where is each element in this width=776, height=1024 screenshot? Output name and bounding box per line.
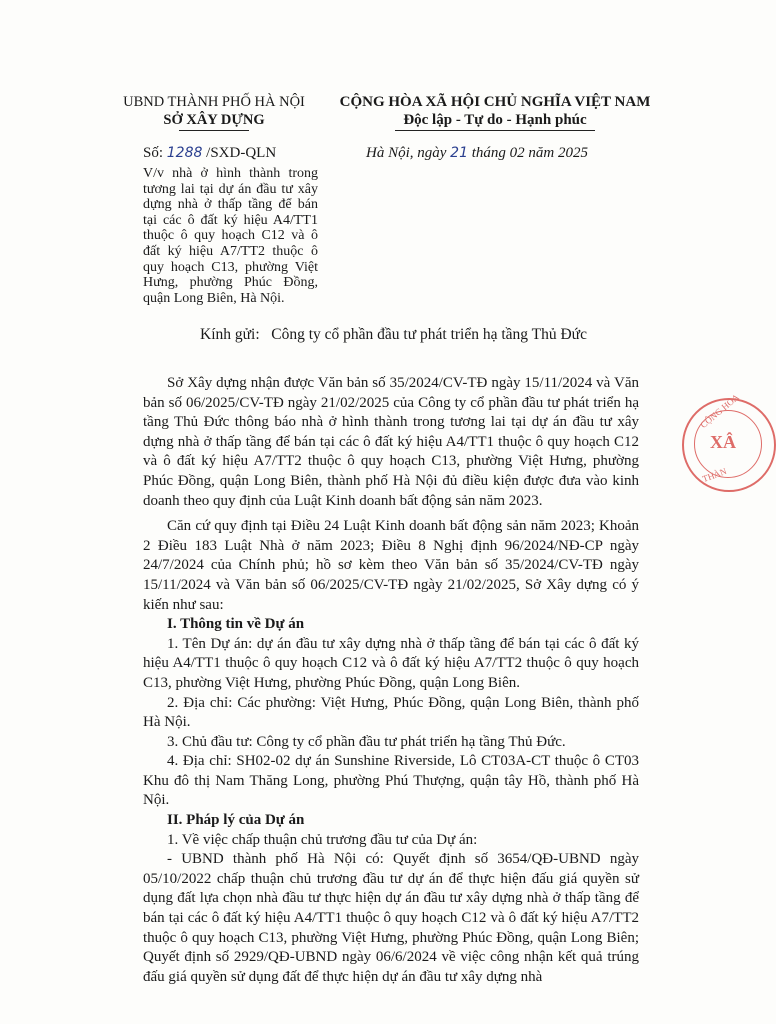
recipient-label: Kính gửi:	[200, 326, 260, 343]
motto-underline	[395, 130, 595, 131]
recipient-line	[200, 326, 587, 344]
stamp-arc-bottom: THÀN	[701, 466, 728, 484]
item-investment-approval: 1. Về việc chấp thuận chủ trương đầu tư của Dự án:	[167, 831, 478, 848]
national-header	[330, 93, 660, 131]
item-project-name: 1. Tên Dự án: dự án đầu tư xây dựng nhà ở thấp tầng để bán tại các ô đất ký hiệu A4/TT1 thuộc ô quy hoạch C12 và ô đất ký hiệu A7/TT2 thuộc ô quy hoạch C13, phường Việt Hưng, phường Phúc Đồng, quận Long Biên.	[143, 635, 639, 691]
body-text	[143, 374, 639, 987]
document-subject: V/v nhà ở hình thành trong tương lai tại dự án đầu tư xây dựng nhà ở thấp tầng để bán tại các ô đất ký hiệu A4/TT1 thuộc ô quy hoạch C12 và ô đất ký hiệu A7/TT2 thuộc ô quy hoạch C13, phường Việt Hưng, phường Phúc Đồng, quận Long Biên, Hà Nội.	[143, 166, 318, 306]
national-motto: Độc lập - Tự do - Hạnh phúc	[403, 112, 587, 128]
issuer-parent: UBND THÀNH PHỐ HÀ NỘI	[123, 94, 305, 110]
paragraph-intro: Sở Xây dựng nhận được Văn bản số 35/2024/CV-TĐ ngày 15/11/2024 và Văn bản số 06/2025/CV-TĐ ngày 21/02/2025 của Công ty cổ phần đầu tư phát triển hạ tầng Thủ Đức thông báo nhà ở hình thành trong tương lai tại dự án đầu tư xây dựng nhà ở thấp tầng để bán tại các ô đất ký hiệu A4/TT1 thuộc ô quy hoạch C12 và ô đất ký hiệu A7/TT2 thuộc ô quy hoạch C13, phường Việt Hưng, phường Phúc Đồng, quận Long Biên, thành phố Hà Nội đủ điều kiện được đưa vào kinh doanh theo quy định của Luật Kinh doanh bất động sản năm 2023.	[143, 375, 639, 509]
issuer-name: SỞ XÂY DỰNG	[163, 112, 265, 128]
doc-number-suffix: /SXD-QLN	[206, 145, 277, 161]
date-suffix: tháng 02 năm 2025	[471, 145, 588, 161]
item-approval-detail: - UBND thành phố Hà Nội có: Quyết định số 3654/QĐ-UBND ngày 05/10/2022 chấp thuận chủ trương đầu tư dự án để thực hiện đấu giá quyền sử dụng đất lựa chọn nhà đầu tư thực hiện dự án đầu tư xây dựng nhà ở thấp tầng để bán tại các ô đất ký hiệu A4/TT1 thuộc ô quy hoạch C12 và ô đất ký hiệu A7/TT2 thuộc ô quy hoạch C13, phường Việt Hưng, phường Phúc Đồng, quận Long Biên; Quyết định số 2929/QĐ-UBND ngày 06/6/2024 về việc công nhận kết quả trúng đấu giá quyền sử dụng đất để thực hiện dự án đầu tư xây dựng nhà	[143, 851, 639, 985]
doc-number-prefix: Số:	[143, 145, 164, 161]
item-investor: 3. Chủ đầu tư: Công ty cổ phần đầu tư phát triển hạ tầng Thủ Đức.	[167, 733, 566, 750]
date-line	[366, 145, 588, 162]
stamp-center: XÂ	[710, 432, 736, 452]
official-stamp	[682, 391, 776, 492]
doc-number-handwritten: 1288	[166, 145, 203, 161]
date-prefix: Hà Nội, ngày	[366, 145, 447, 161]
national-title: CỘNG HÒA XÃ HỘI CHỦ NGHĨA VIỆT NAM	[339, 94, 651, 110]
issuer-block	[100, 93, 328, 131]
date-handwritten-day: 21	[450, 145, 468, 161]
recipient-name: Công ty cổ phần đầu tư phát triển hạ tầng Thủ Đức	[271, 326, 587, 343]
document-number	[143, 145, 276, 162]
item-address: 2. Địa chỉ: Các phường: Việt Hưng, Phúc Đồng, quận Long Biên, thành phố Hà Nội.	[143, 694, 639, 731]
section-heading-1: I. Thông tin về Dự án	[167, 616, 305, 633]
section-heading-2: II. Pháp lý của Dự án	[167, 812, 305, 829]
paragraph-basis: Căn cứ quy định tại Điều 24 Luật Kinh doanh bất động sản năm 2023; Khoản 2 Điều 183 Luật Nhà ở năm 2023; Điều 8 Nghị định 96/2024/NĐ-CP ngày 24/7/2024 của Chính phủ; hồ sơ kèm theo Văn bản số 35/2024/CV-TĐ ngày 15/11/2024 và Văn bản số 06/2025/CV-TĐ ngày 21/02/2025, Sở Xây dựng có ý kiến như sau:	[143, 518, 639, 613]
stamp-arc-top: CỘNG HÒA	[698, 391, 741, 431]
item-investor-address: 4. Địa chỉ: SH02-02 dự án Sunshine Riverside, Lô CT03A-CT thuộc ô CT03 Khu đô thị Nam Thăng Long, phường Phú Thượng, quận tây Hồ, thành phố Hà Nội.	[143, 753, 639, 809]
issuer-underline	[179, 130, 249, 131]
